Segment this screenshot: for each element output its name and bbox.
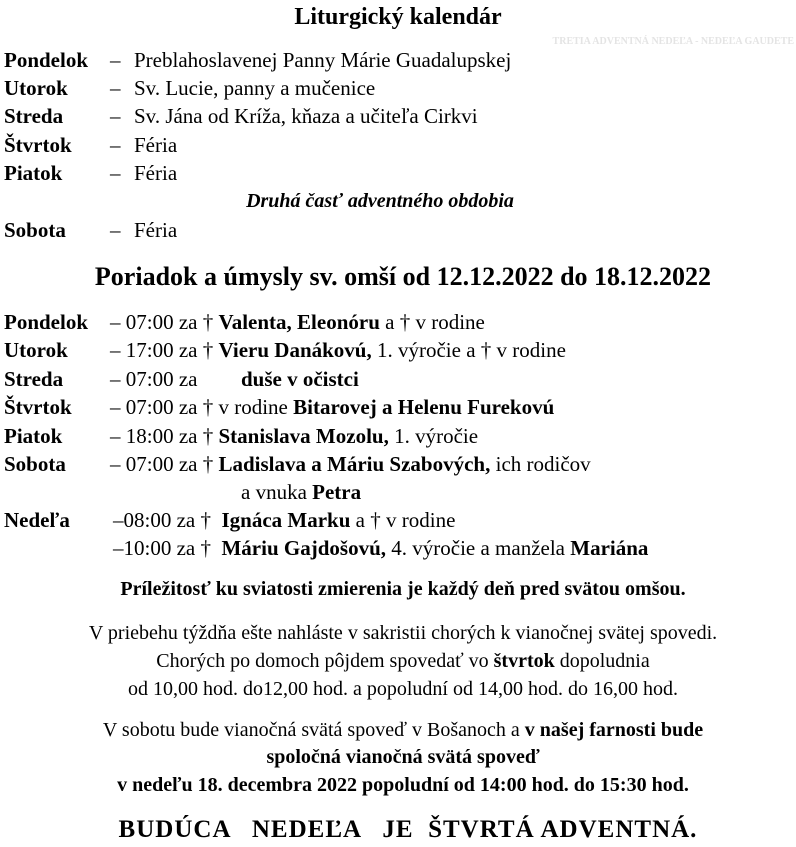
mass-row-saturday-cont bbox=[241, 480, 361, 505]
season-note: Druhá časť adventného obdobia bbox=[246, 190, 514, 212]
mass-day-wednesday: Streda bbox=[4, 367, 64, 391]
notice-bold: v našej farnosti bude bbox=[524, 719, 704, 741]
mass-note: v rodine bbox=[218, 395, 288, 419]
notice-text: Chorých po domoch pôjdem spovedať vo bbox=[156, 650, 489, 672]
mass-day-saturday: Sobota bbox=[4, 452, 66, 476]
mass-day-friday: Piatok bbox=[4, 424, 63, 448]
page-title: Liturgický kalendár bbox=[294, 4, 502, 30]
mass-intention: Ladislava a Máriu Szabových, bbox=[218, 452, 491, 476]
footer-text: BUDÚCA NEDEĽA JE ŠTVRTÁ ADVENTNÁ. bbox=[118, 816, 698, 843]
mass-day-tuesday: Utorok bbox=[4, 338, 68, 362]
dash: – bbox=[110, 218, 121, 242]
mass-intention: duše v očistci bbox=[241, 367, 359, 391]
calendar-day-friday: Piatok bbox=[4, 161, 63, 185]
calendar-day-thursday: Štvrtok bbox=[4, 133, 72, 157]
calendar-day-saturday: Sobota bbox=[4, 218, 66, 242]
mass-time: 17:00 za † bbox=[125, 338, 214, 362]
calendar-text-wednesday: Sv. Jána od Kríža, kňaza a učiteľa Cirkvi bbox=[134, 104, 478, 128]
mass-day-sunday: Nedeľa bbox=[4, 508, 70, 532]
mass-row-thursday bbox=[110, 395, 554, 420]
mass-row-wednesday bbox=[110, 367, 197, 392]
calendar-day-tuesday: Utorok bbox=[4, 76, 68, 100]
calendar-text-thursday: Féria bbox=[134, 133, 178, 157]
mass-time: 18:00 za † bbox=[125, 424, 214, 448]
dash: – bbox=[110, 48, 121, 72]
notice-sick-line1: V priebehu týždňa ešte nahláste v sakristii chorých k vianočnej svätej spovedi. bbox=[88, 622, 718, 644]
mass-row-sunday-1 bbox=[113, 508, 455, 533]
mass-intention: Valenta, Eleonóru bbox=[218, 310, 380, 334]
footer-announcement bbox=[0, 816, 796, 844]
dash: – bbox=[110, 367, 121, 391]
notice-sick-line3: od 10,00 hod. do12,00 hod. a popoludní od 14,00 hod. do 16,00 hod. bbox=[128, 678, 678, 700]
mass-row-friday bbox=[110, 424, 478, 449]
mass-intention: Mariána bbox=[570, 536, 649, 560]
mass-note: a vnuka bbox=[241, 480, 307, 504]
mass-note: ich rodičov bbox=[495, 452, 591, 476]
calendar-text-monday: Preblahoslavenej Panny Márie Guadalupskej bbox=[134, 48, 512, 72]
mass-note: a † v rodine bbox=[385, 310, 485, 334]
dash: – bbox=[110, 161, 121, 185]
calendar-day-monday: Pondelok bbox=[4, 48, 89, 72]
mass-time: 07:00 za † bbox=[125, 310, 214, 334]
calendar-day-wednesday: Streda bbox=[4, 104, 64, 128]
mass-intention-wednesday bbox=[241, 367, 359, 392]
mass-note: 1. výročie bbox=[394, 424, 479, 448]
dash: – bbox=[110, 395, 121, 419]
mass-note: 4. výročie a manžela bbox=[391, 536, 565, 560]
dash: – bbox=[110, 452, 121, 476]
notice-confession-line3: v nedeľu 18. decembra 2022 popoludní od 14:00 hod. do 15:30 hod. bbox=[117, 774, 689, 796]
mass-day-thursday: Štvrtok bbox=[4, 395, 72, 419]
dash: – bbox=[110, 338, 121, 362]
mass-row-tuesday bbox=[110, 338, 566, 363]
watermark-text: TRETIA ADVENTNÁ NEDEĽA - NEDEĽA GAUDETE bbox=[552, 36, 794, 47]
mass-time: –10:00 za † bbox=[113, 536, 211, 560]
notice-bold: štvrtok bbox=[493, 650, 555, 672]
notice-sick-line2 bbox=[0, 650, 796, 673]
dash: – bbox=[110, 76, 121, 100]
mass-row-monday bbox=[110, 310, 485, 335]
mass-schedule-heading: Poriadok a úmysly sv. omší od 12.12.2022 do 18.12.2022 bbox=[94, 262, 712, 291]
mass-time: 07:00 za † bbox=[125, 452, 214, 476]
mass-intention: Petra bbox=[312, 480, 362, 504]
dash: – bbox=[110, 424, 121, 448]
dash: – bbox=[110, 310, 121, 334]
dash: – bbox=[110, 133, 121, 157]
mass-intention: Máriu Gajdošovú, bbox=[221, 536, 386, 560]
mass-row-saturday bbox=[110, 452, 591, 477]
notice-confession-line1 bbox=[0, 719, 796, 742]
confession-notice: Príležitosť ku sviatosti zmierenia je každý deň pred svätou omšou. bbox=[120, 578, 686, 600]
mass-time: 07:00 za bbox=[125, 367, 198, 391]
calendar-text-friday: Féria bbox=[134, 161, 178, 185]
mass-intention: Stanislava Mozolu, bbox=[218, 424, 389, 448]
mass-row-sunday-2 bbox=[113, 536, 648, 561]
notice-text: V sobotu bude vianočná svätá spoveď v Bošanoch a bbox=[102, 719, 520, 741]
mass-day-monday: Pondelok bbox=[4, 310, 89, 334]
notice-confession-line2: spoločná vianočná svätá spoveď bbox=[266, 746, 540, 768]
mass-intention: Vieru Danákovú, bbox=[218, 338, 372, 362]
mass-time: 07:00 za † bbox=[125, 395, 214, 419]
mass-time: –08:00 za † bbox=[113, 508, 211, 532]
calendar-text-saturday: Féria bbox=[134, 218, 178, 242]
notice-text: dopoludnia bbox=[559, 650, 650, 672]
mass-note: 1. výročie a † v rodine bbox=[376, 338, 566, 362]
calendar-text-tuesday: Sv. Lucie, panny a mučenice bbox=[134, 76, 376, 100]
mass-intention: Bitarovej a Helenu Furekovú bbox=[293, 395, 555, 419]
mass-intention: Ignáca Marku bbox=[221, 508, 351, 532]
mass-note: a † v rodine bbox=[355, 508, 456, 532]
dash: – bbox=[110, 104, 121, 128]
